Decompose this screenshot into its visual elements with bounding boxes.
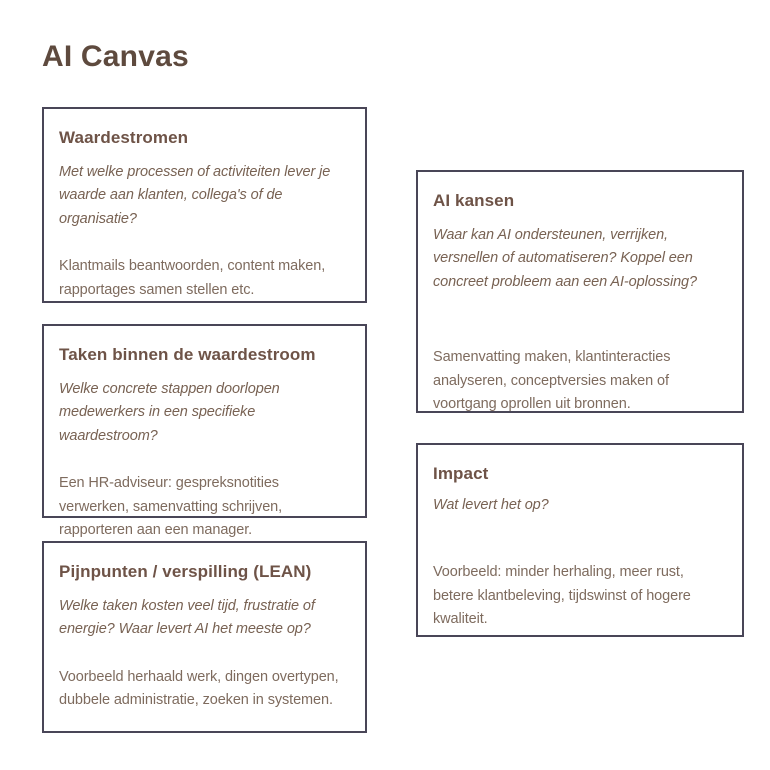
box-answer: Voorbeeld: minder herhaling, meer rust, betere klantbeleving, tijdswinst of hogere kwaliteit.	[433, 564, 691, 628]
box-question: Met welke processen of activiteiten lever je waarde aan klanten, collega's of de organisatie?	[59, 164, 331, 227]
page-title: AI Canvas	[42, 40, 189, 73]
box-heading: AI kansen	[433, 191, 515, 210]
box-heading: Waardestromen	[59, 128, 189, 147]
canvas-box-impact	[416, 443, 744, 637]
box-question: Waar kan AI ondersteunen, verrijken, versnellen of automatiseren? Koppel een concreet probleem aan een AI-oplossing?	[433, 227, 697, 290]
box-answer: Voorbeeld herhaald werk, dingen overtypen, dubbele administratie, zoeken in systemen.	[59, 668, 339, 709]
canvas-box-pijnpunten-verspilling-lean	[42, 541, 367, 733]
box-answer: Klantmails beantwoorden, content maken, rapportages samen stellen etc.	[59, 258, 326, 298]
canvas-box-taken-binnen-de-waardestroom	[42, 324, 367, 539]
box-answer: Samenvatting maken, klantinteracties analyseren, conceptversies maken of voortgang oprollen uit bronnen.	[433, 349, 671, 413]
box-heading: Pijnpunten / verspilling (LEAN)	[59, 562, 312, 581]
box-question: Welke taken kosten veel tijd, frustratie of energie? Waar levert AI het meeste op?	[59, 598, 315, 638]
canvas-box-waardestromen	[42, 107, 367, 303]
box-question: Welke concrete stappen doorlopen medewerkers in een specifieke waardestroom?	[59, 381, 280, 444]
box-answer: Een HR-adviseur: gespreksnotities verwerken, samenvatting schrijven, rapporteren aan een manager.	[59, 475, 283, 539]
canvas-box-ai-kansen	[416, 170, 744, 413]
box-heading: Impact	[433, 464, 489, 483]
box-question: Wat levert het op?	[433, 497, 549, 513]
box-heading: Taken binnen de waardestroom	[59, 345, 316, 364]
